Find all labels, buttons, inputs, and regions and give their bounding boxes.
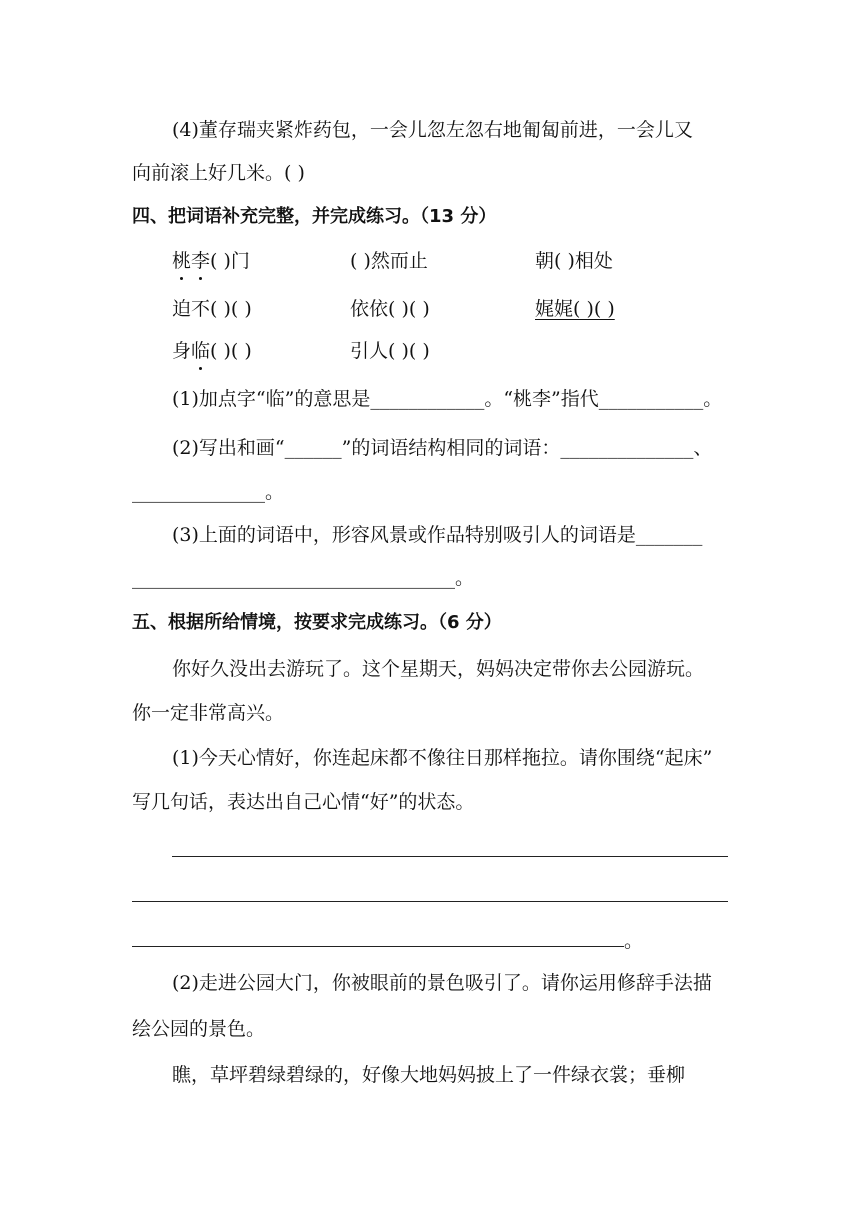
answer-end-mark: 。 xyxy=(624,930,644,952)
blank-text: ( )( ) xyxy=(210,340,252,362)
item4-line1: (4)董存瑞夹紧炸药包，一会儿忽左忽右地匍匐前进，一会儿又 xyxy=(172,119,693,141)
s4-question2-line1: (2)写出和画“______”的词语结构相同的词语：______________、 xyxy=(172,437,713,459)
s4-question1: (1)加点字“临”的意思是____________。“桃李”指代___________。 xyxy=(172,388,723,410)
word-taoli-blank xyxy=(172,248,250,274)
s5-question2-line3: 瞧，草坪碧绿碧绿的，好像大地妈妈披上了一件绿衣裳；垂柳 xyxy=(172,1064,686,1086)
word-zhaoxiangchu-blank: 朝( )相处 xyxy=(535,250,613,272)
s4-question3-line2: __________________________________。 xyxy=(132,567,475,589)
section4-heading: 四、把词语补充完整，并完成练习。（13 分） xyxy=(132,206,497,227)
s5-context-line1: 你好久没出去游玩了。这个星期天，妈妈决定带你去公园游玩。 xyxy=(172,658,705,680)
plain-char: 身 xyxy=(172,340,192,362)
s4-question2-line2: ______________。 xyxy=(132,481,285,503)
dotted-char: 李 xyxy=(191,250,211,272)
s5-question1-line2: 写几句话，表达出自己心情“好”的状态。 xyxy=(132,791,475,813)
s5-question2-line2: 绘公园的景色。 xyxy=(132,1018,266,1040)
s5-context-line2: 你一定非常高兴。 xyxy=(132,702,285,724)
dotted-char-lin: 临 xyxy=(191,340,211,362)
s5-question2-line1: (2)走进公园大门，你被眼前的景色吸引了。请你运用修辞手法描 xyxy=(172,972,712,994)
word-weiwei-underlined: 娓娓( )( ) xyxy=(535,298,615,320)
dotted-char: 桃 xyxy=(172,250,192,272)
blank-text: ( )门 xyxy=(210,250,250,272)
word-shenlin-blank xyxy=(172,338,252,364)
word-ranerzhi-blank: ( )然而止 xyxy=(350,250,428,272)
word-yinren-blank: 引人( )( ) xyxy=(350,340,430,362)
item4-line2: 向前滚上好几米。( ) xyxy=(132,162,305,184)
answer-line[interactable] xyxy=(132,901,728,902)
word-pobu-blank: 迫不( )( ) xyxy=(172,298,252,320)
word-yiyi-blank: 依依( )( ) xyxy=(350,298,430,320)
answer-line[interactable] xyxy=(172,856,728,857)
answer-line[interactable] xyxy=(132,946,624,947)
s5-question1-line1: (1)今天心情好，你连起床都不像往日那样拖拉。请你围绕“起床” xyxy=(172,747,713,769)
section5-heading: 五、根据所给情境，按要求完成练习。（6 分） xyxy=(132,612,502,633)
s4-question3-line1: (3)上面的词语中，形容风景或作品特别吸引人的词语是_______ xyxy=(172,524,703,546)
